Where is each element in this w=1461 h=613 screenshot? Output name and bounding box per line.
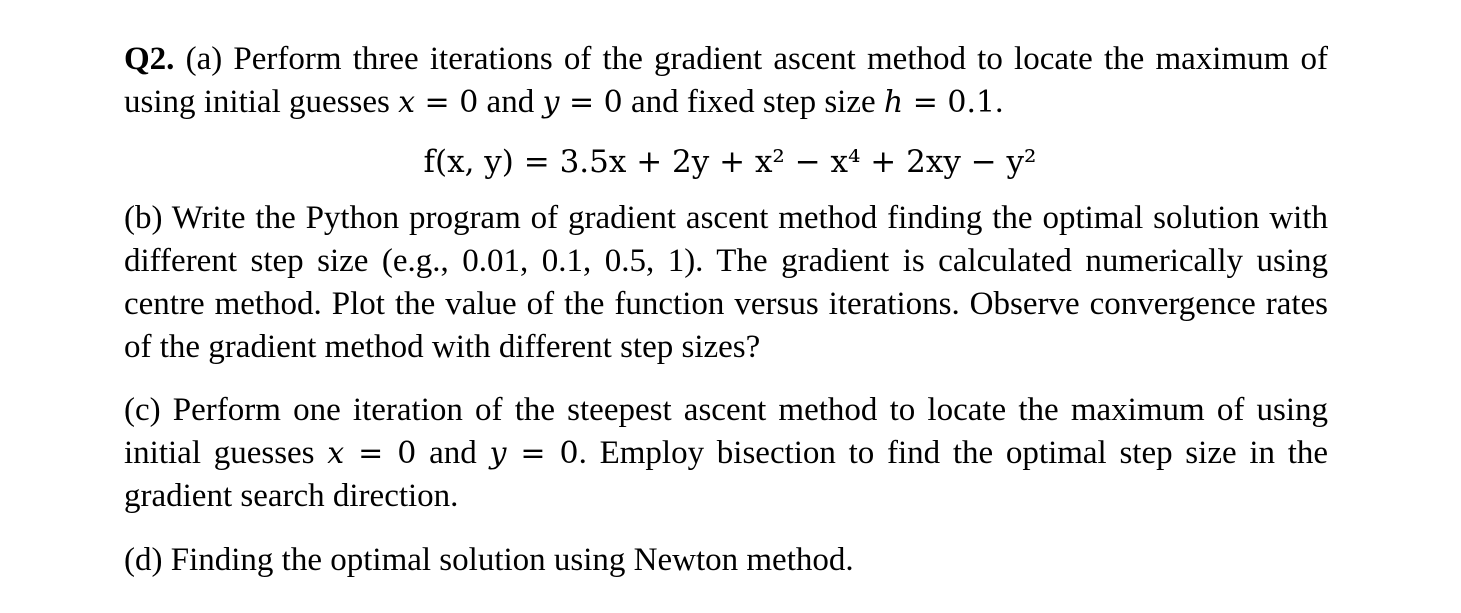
y-value: = 0 [506, 436, 579, 471]
part-a-text-4: . [995, 84, 1004, 120]
part-a-text-2: and [478, 84, 543, 120]
part-a-text-1: (a) Perform three iterations of the gradient ascent method to locate the maximum of using initial guesses [124, 41, 1328, 120]
part-c-x-equation [327, 436, 416, 471]
part-c-text-1: (c) Perform one iteration of the steepest ascent method to locate the maximum of using initial guesses [124, 392, 1328, 471]
part-c-text-3: . Employ bisection to find the optimal step size in the gradient search direction. [124, 435, 1329, 514]
h-value: = 0.1 [903, 85, 996, 120]
part-c-text-2: and [416, 435, 490, 471]
x-value: = 0 [344, 436, 417, 471]
var-y: y [542, 85, 560, 120]
x-value: = 0 [415, 85, 479, 120]
y-value: = 0 [559, 85, 623, 120]
step-size-equation [884, 85, 995, 120]
part-b-paragraph: (b) Write the Python program of gradient ascent method finding the optimal solution with different step size (e.g., 0.01, 0.1, 0.5, 1). The gradient is calculated numerically using centre method. Plot the value of the function versus iterations. Observe convergence rates of the gradient method with different step sizes? [124, 200, 1328, 365]
part-a-text-3: and fixed step size [622, 84, 884, 120]
question-label: Q2. [124, 41, 175, 77]
part-c-y-equation [489, 436, 578, 471]
function-equation: f(x, y) = 3.5x + 2y + x² − x⁴ + 2xy − y² [423, 144, 1037, 180]
part-a-x-equation [398, 85, 478, 120]
var-x: x [398, 85, 415, 120]
part-a-y-equation [542, 85, 622, 120]
part-a-paragraph [124, 38, 1328, 124]
var-x: x [327, 436, 345, 471]
var-y: y [489, 436, 507, 471]
part-c-paragraph [124, 389, 1328, 518]
var-h: h [883, 85, 904, 120]
question-document [124, 38, 1328, 582]
part-d-paragraph: (d) Finding the optimal solution using Newton method. [124, 542, 854, 578]
